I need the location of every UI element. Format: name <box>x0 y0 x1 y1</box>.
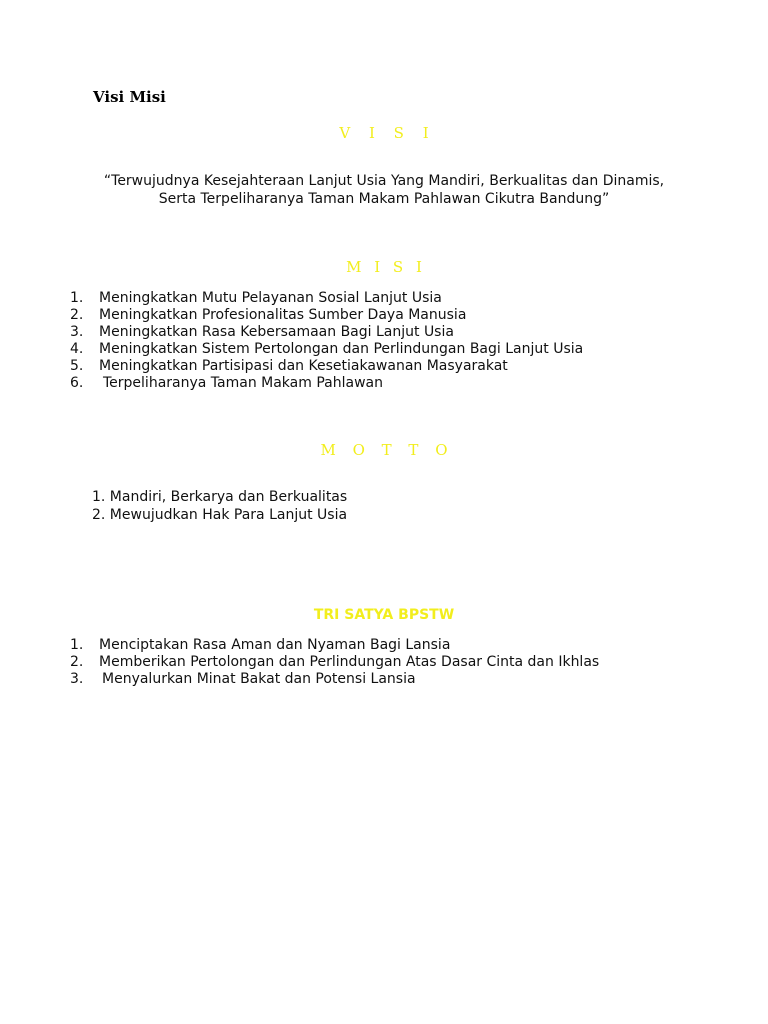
tri-satya-heading: TRI SATYA BPSTW <box>313 607 455 623</box>
list-item-text: Meningkatkan Profesionalitas Sumber Daya Manusia <box>99 307 467 323</box>
list-item-number: 3. <box>70 324 84 340</box>
list-item-number: 2. <box>70 654 84 670</box>
list-item-text: Meningkatkan Sistem Pertolongan dan Perlindungan Bagi Lanjut Usia <box>99 341 584 357</box>
list-item-number: 5. <box>70 358 84 374</box>
visi-statement <box>0 172 768 208</box>
visi-line-1: “Terwujudnya Kesejahteraan Lanjut Usia Yang Mandiri, Berkualitas dan Dinamis, <box>103 173 665 189</box>
list-item-text: Meningkatkan Mutu Pelayanan Sosial Lanjut Usia <box>99 290 442 306</box>
misi-heading: M I S I <box>346 258 422 276</box>
list-item-number: 1. <box>70 290 84 306</box>
list-item-number: 1. <box>70 637 84 653</box>
list-item-number: 4. <box>70 341 84 357</box>
list-item-text: Memberikan Pertolongan dan Perlindungan Atas Dasar Cinta dan Ikhlas <box>99 654 600 670</box>
list-item-text: Terpeliharanya Taman Makam Pahlawan <box>103 375 383 391</box>
list-item-text: Menciptakan Rasa Aman dan Nyaman Bagi Lansia <box>99 637 451 653</box>
list-item-number: 6. <box>70 375 84 391</box>
list-item-text: Meningkatkan Rasa Kebersamaan Bagi Lanjut Usia <box>99 324 454 340</box>
list-item-number: 2. <box>70 307 84 323</box>
motto-list <box>92 488 347 524</box>
list-item-text: Menyalurkan Minat Bakat dan Potensi Lansia <box>102 671 416 687</box>
motto-heading: M O T T O <box>320 441 448 459</box>
visi-line-2: Serta Terpeliharanya Taman Makam Pahlawan Cikutra Bandung” <box>158 191 610 207</box>
list-item-text: Meningkatkan Partisipasi dan Kesetiakawanan Masyarakat <box>99 358 508 374</box>
list-item: 2. Mewujudkan Hak Para Lanjut Usia <box>92 507 348 523</box>
list-item-number: 3. <box>70 671 84 687</box>
document-title: Visi Misi <box>93 88 166 106</box>
list-item: 1. Mandiri, Berkarya dan Berkualitas <box>92 489 348 505</box>
visi-heading: V I S I <box>339 124 429 142</box>
